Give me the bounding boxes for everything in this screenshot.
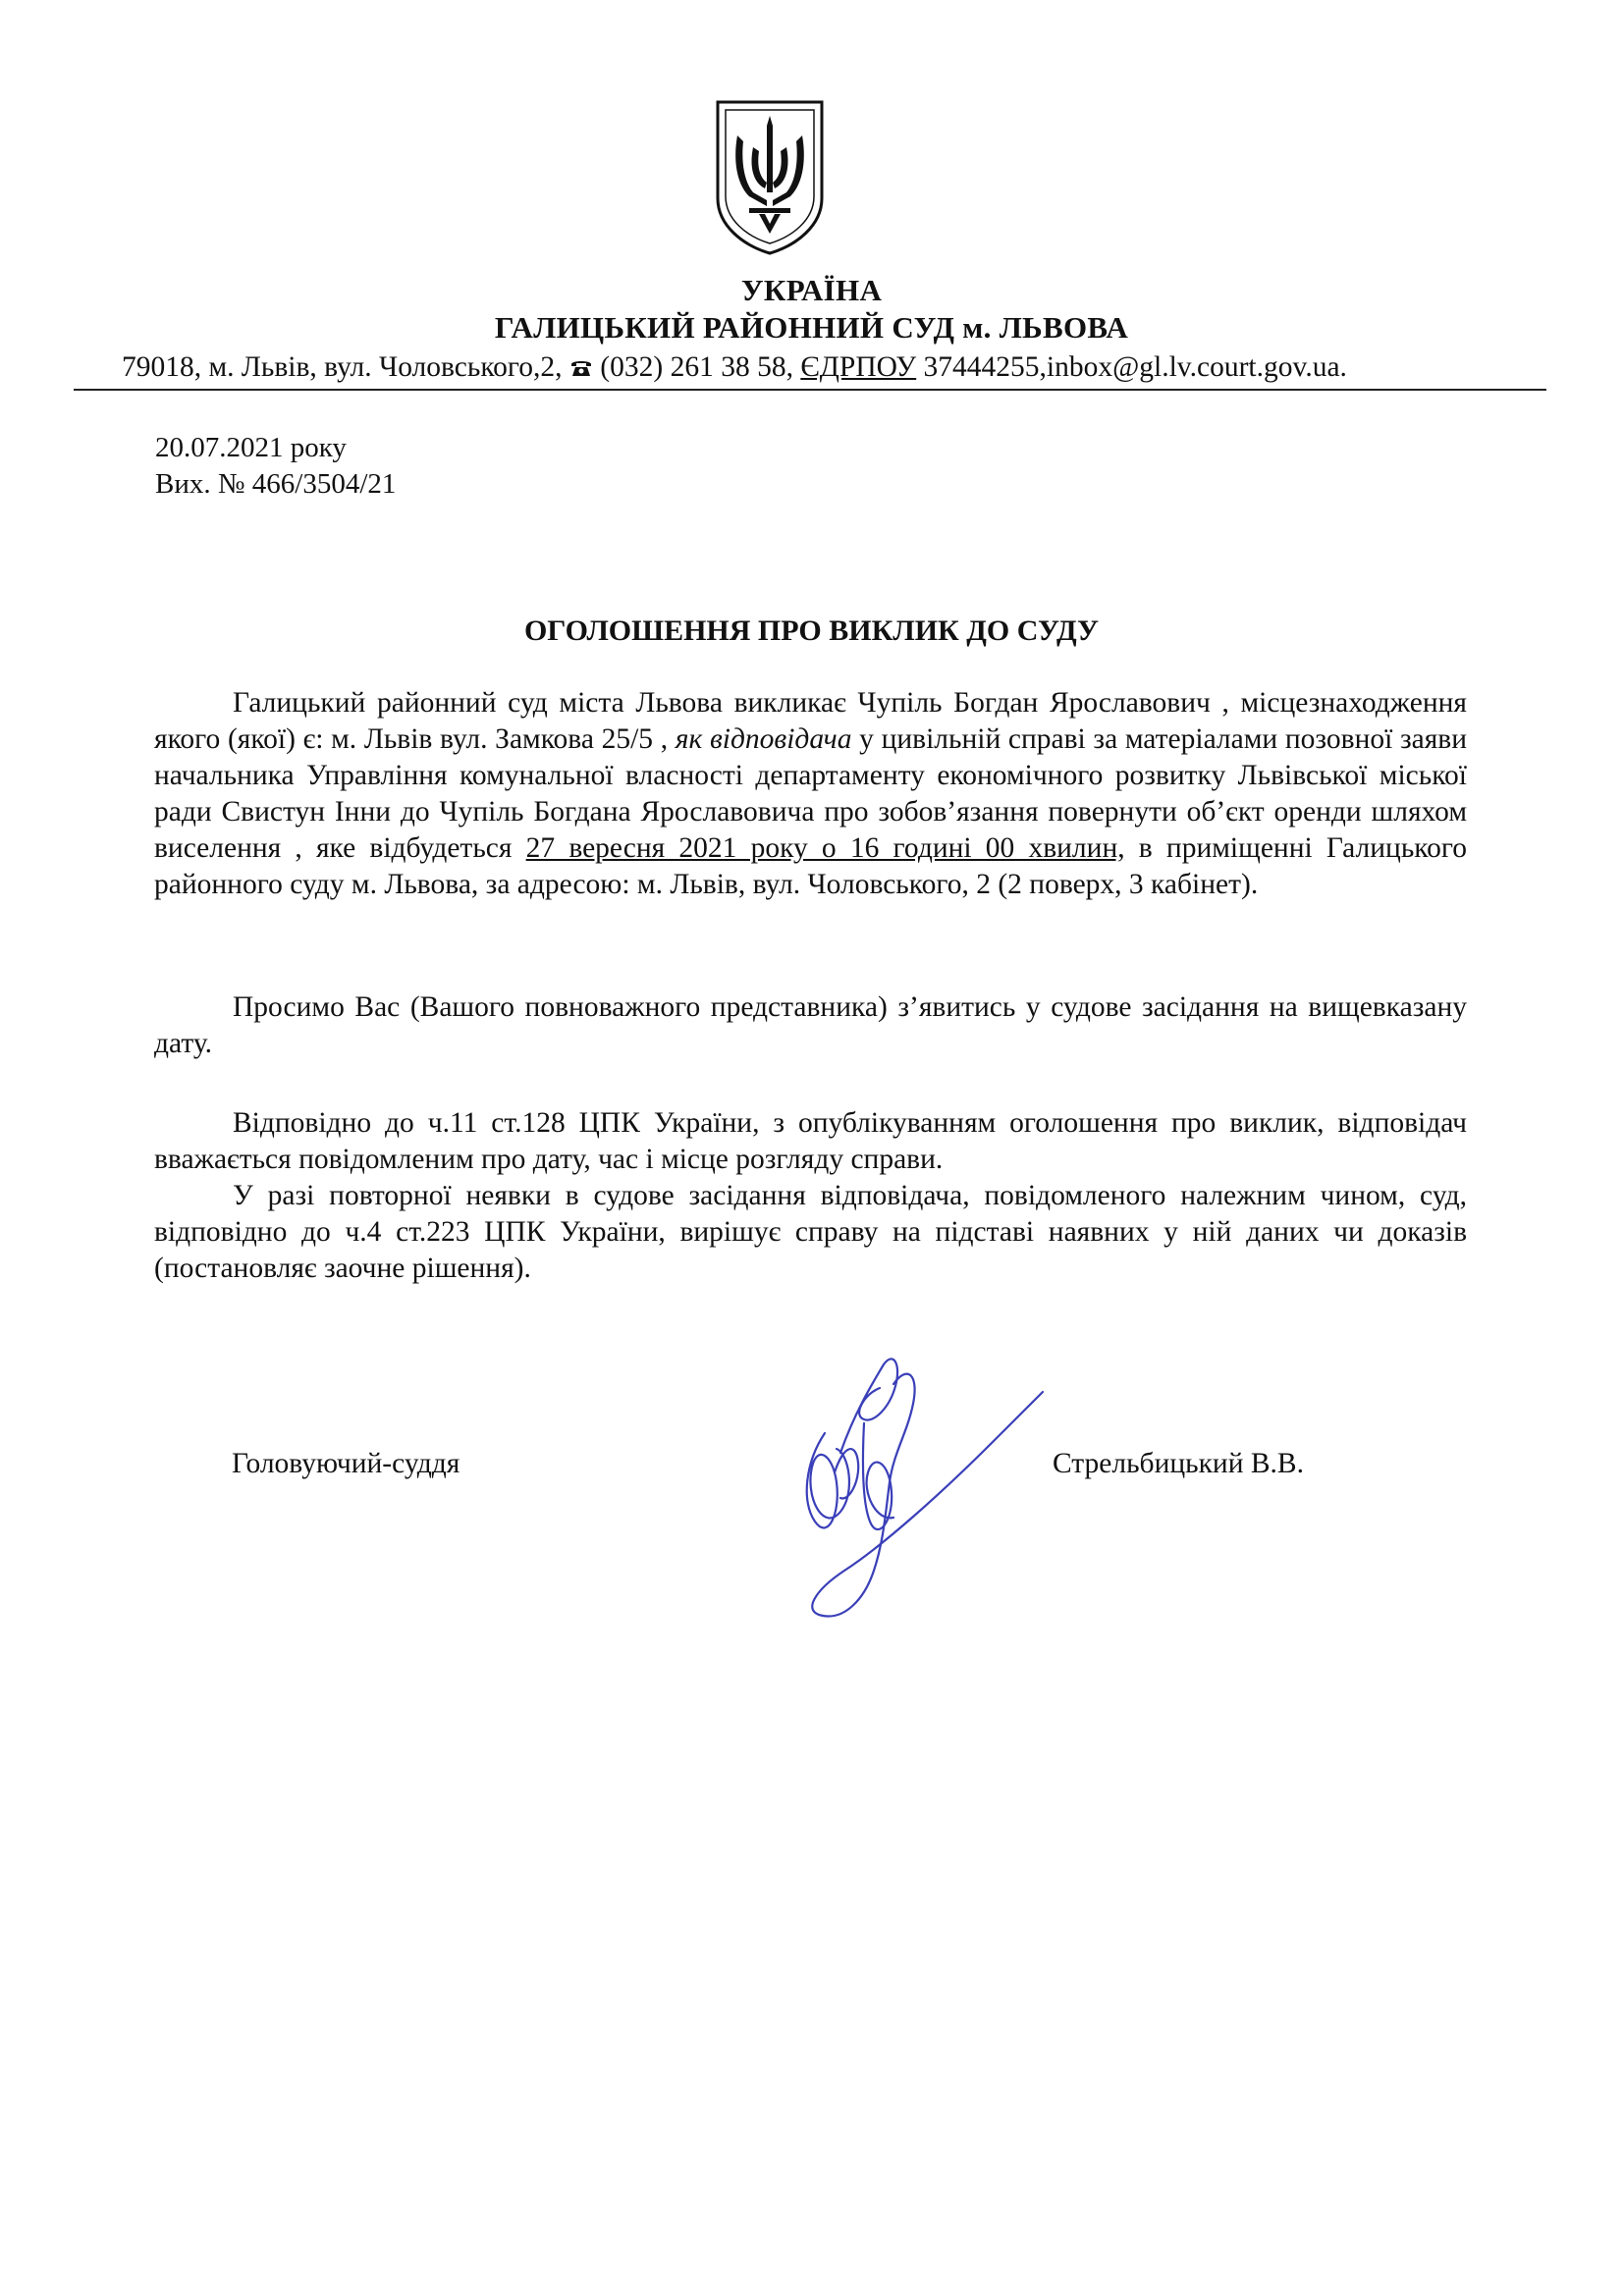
edrpou-value: 37444255,inbox@gl.lv.court.gov.ua. bbox=[923, 351, 1347, 383]
address-phone: (032) 261 38 58, bbox=[600, 351, 793, 383]
telephone-icon bbox=[569, 358, 593, 378]
paragraph-notice: Відповідно до ч.11 ст.128 ЦПК України, з опублікуванням оголошення про виклик, відповідач вважається повідомленим про дату, час і місце розгляду справи. bbox=[154, 1107, 1467, 1175]
outgoing-number: Вих. № 466/3504/21 bbox=[155, 468, 397, 500]
edrpou-label: ЄДРПОУ bbox=[800, 351, 917, 383]
paragraph-request: Просимо Вас (Вашого повноважного представника) з’явитись у судове засідання на вищевказану дату. bbox=[154, 991, 1467, 1059]
paragraph-default-judgment: У разі повторної неявки в судове засідання відповідача, повідомленого належним чином, суд, відповідно до ч.4 ст.223 ЦПК України, вирішує справу на підставі наявних у ній даних чи доказів (постановляє заочне рішення). bbox=[154, 1180, 1467, 1284]
hearing-datetime: 27 вересня 2021 року о 16 годині 00 хвилин, bbox=[525, 832, 1125, 864]
signer-name: Стрельбицький В.В. bbox=[1053, 1448, 1304, 1479]
address-street: 79018, м. Львів, вул. Чоловського,2, bbox=[122, 351, 563, 383]
document-date: 20.07.2021 року bbox=[155, 432, 347, 463]
header-court-name: ГАЛИЦЬКИЙ РАЙОННИЙ СУД м. ЛЬВОВА bbox=[494, 310, 1129, 345]
court-address bbox=[122, 351, 1347, 384]
signer-role: Головуючий-суддя bbox=[232, 1448, 460, 1479]
paragraph-summons bbox=[154, 685, 1467, 903]
defendant-role: як відповідача bbox=[675, 723, 852, 755]
summons-text-b: у цивільній справі за матеріалами позовної заяви начальника Управління комунальної власності департаменту економічного розвитку Львівської міської ради Свистун Інни до Чупіль Богдана Ярославовича про зобов’язання повернути об’єкт оренди шляхом виселення , яке відбудеться bbox=[154, 723, 1467, 864]
header-divider bbox=[74, 389, 1546, 391]
trident-coat-of-arms-icon bbox=[714, 98, 826, 257]
document-title: ОГОЛОШЕННЯ ПРО ВИКЛИК ДО СУДУ bbox=[523, 614, 1100, 647]
header-country: УКРАЇНА bbox=[740, 273, 883, 307]
summons-text-a: Галицький районний суд міста Львова викликає Чупіль Богдан Ярославович , місцезнаходження якого (якої) є: м. Львів вул. Замкова 25/5 , bbox=[154, 687, 1467, 755]
handwritten-signature bbox=[746, 1325, 1070, 1629]
summons-text-c: в приміщенні Галицького районного суду м. Львова, за адресою: м. Львів, вул. Чоловського, 2 (2 поверх, 3 кабінет). bbox=[154, 832, 1467, 900]
